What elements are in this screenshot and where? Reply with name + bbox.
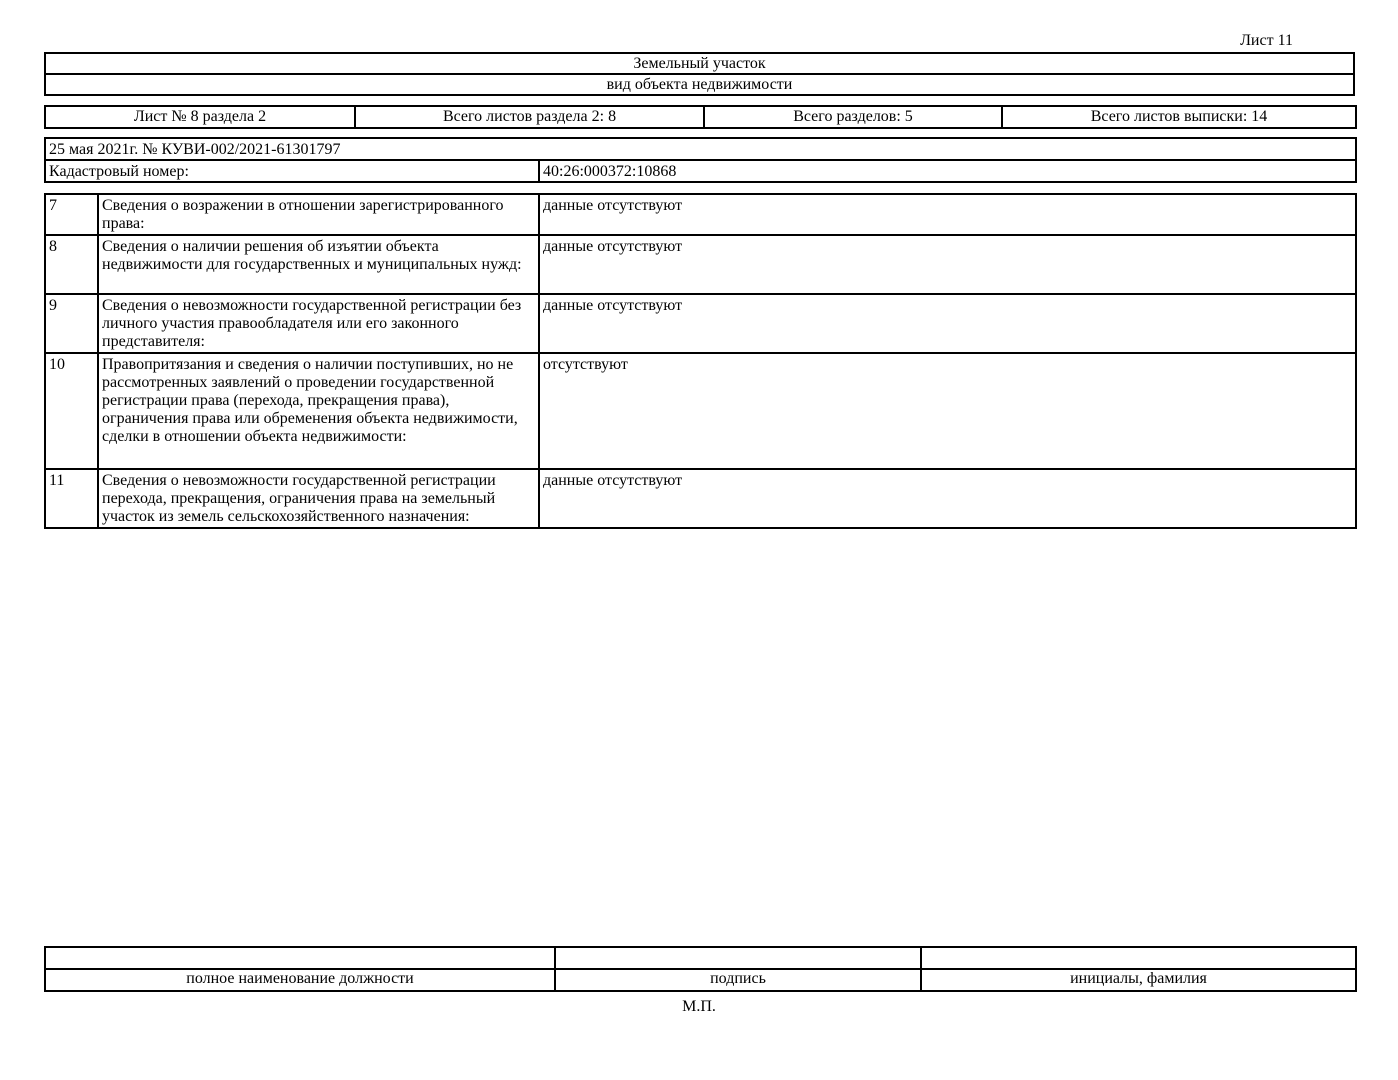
total-section-sheets: Всего листов раздела 2: 8 bbox=[355, 106, 704, 128]
object-type-table bbox=[44, 52, 1355, 96]
row-label: Сведения о наличии решения об изъятии объекта недвижимости для государственных и муниципальных нужд: bbox=[98, 235, 539, 294]
section-sheet: Лист № 8 раздела 2 bbox=[45, 106, 355, 128]
row-value: данные отсутствуют bbox=[539, 469, 1356, 528]
table-row bbox=[45, 194, 1356, 235]
object-title: Земельный участок bbox=[45, 53, 1354, 74]
cadastral-label: Кадастровый номер: bbox=[45, 160, 539, 182]
table-row bbox=[45, 235, 1356, 294]
position-field bbox=[45, 947, 555, 969]
row-value: данные отсутствуют bbox=[539, 235, 1356, 294]
signature-table bbox=[44, 946, 1357, 992]
position-caption: полное наименование должности bbox=[45, 969, 555, 991]
sheet-number: Лист 11 bbox=[1240, 32, 1293, 49]
row-number: 11 bbox=[45, 469, 98, 528]
row-value: данные отсутствуют bbox=[539, 294, 1356, 353]
table-row bbox=[45, 353, 1356, 469]
total-extract-sheets: Всего листов выписки: 14 bbox=[1002, 106, 1356, 128]
row-value: данные отсутствуют bbox=[539, 194, 1356, 235]
row-number: 8 bbox=[45, 235, 98, 294]
signature-caption: подпись bbox=[555, 969, 921, 991]
cadastral-value: 40:26:000372:10868 bbox=[539, 160, 1356, 182]
date-number: 25 мая 2021г. № КУВИ-002/2021-61301797 bbox=[45, 138, 1356, 160]
row-label: Сведения о невозможности государственной регистрации перехода, прекращения, ограничения права на земельный участок из земель сельскохозяйственного назначения: bbox=[98, 469, 539, 528]
row-number: 10 bbox=[45, 353, 98, 469]
stamp-place: М.П. bbox=[682, 998, 716, 1015]
row-number: 7 bbox=[45, 194, 98, 235]
name-caption: инициалы, фамилия bbox=[921, 969, 1356, 991]
row-label: Сведения о невозможности государственной регистрации без личного участия правообладателя или его законного представителя: bbox=[98, 294, 539, 353]
extract-header-table bbox=[44, 137, 1357, 183]
info-table bbox=[44, 193, 1357, 529]
table-row bbox=[45, 294, 1356, 353]
object-subtitle: вид объекта недвижимости bbox=[45, 74, 1354, 95]
signature-field bbox=[555, 947, 921, 969]
row-label: Сведения о возражении в отношении зарегистрированного права: bbox=[98, 194, 539, 235]
sheet-info-table bbox=[44, 105, 1357, 129]
row-label: Правопритязания и сведения о наличии поступивших, но не рассмотренных заявлений о проведении государственной регистрации права (перехода, прекращения права), ограничения права или обременения объекта недвижимости, сделки в отношении объекта недвижимости: bbox=[98, 353, 539, 469]
table-row bbox=[45, 469, 1356, 528]
name-field bbox=[921, 947, 1356, 969]
row-number: 9 bbox=[45, 294, 98, 353]
row-value: отсутствуют bbox=[539, 353, 1356, 469]
total-sections: Всего разделов: 5 bbox=[704, 106, 1002, 128]
